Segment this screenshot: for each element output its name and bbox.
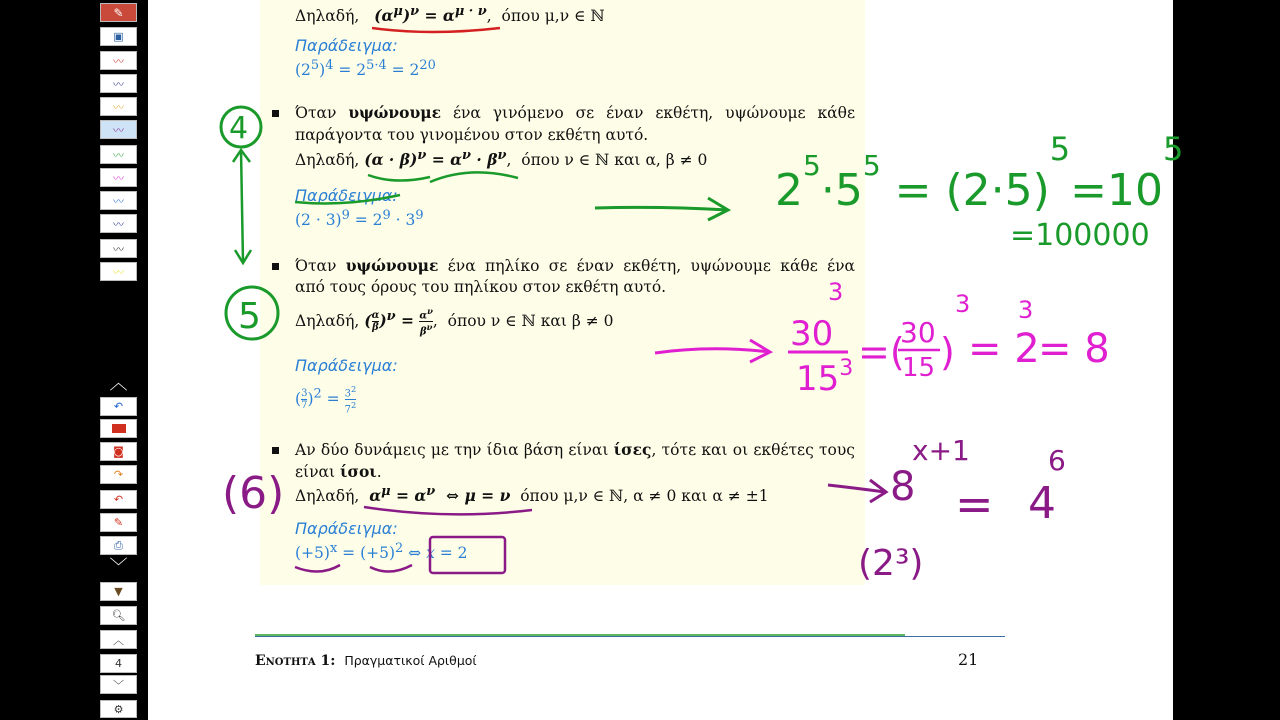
magenta-exp: 3	[828, 278, 844, 306]
green-result: =100000	[1010, 218, 1150, 253]
save-icon[interactable]: ▣	[100, 27, 137, 46]
top-definition: Δηλαδή, $(\alpha^\mu)^\nu = \alpha^{\mu \cdot \nu}$, όπου μ,ν ∈ ℕ	[295, 4, 605, 26]
purple-underline	[295, 565, 340, 572]
green-equation: $2^5\cdot 5^5 = (2\cdot 5)^5=10^5$	[775, 130, 1184, 216]
page-down-icon[interactable]: ﹀	[100, 675, 137, 694]
rule4-line3: Δηλαδή, $(\alpha \cdot \beta)^\nu = \alpha^\nu \cdot \beta^\nu$, όπου ν ∈ ℕ και α, β ≠ 0	[295, 148, 708, 170]
zoom-icon[interactable]: 🔍︎	[100, 606, 137, 625]
purple-base-4: 4	[1028, 478, 1056, 529]
purple-box	[430, 537, 505, 573]
green-underline	[368, 175, 430, 181]
purple-exp: 6	[1048, 444, 1066, 477]
magenta-arrow	[655, 349, 770, 353]
page-up-icon[interactable]: ︿	[100, 630, 137, 649]
pen-red-icon[interactable]: 〰	[100, 51, 137, 70]
rule6-line1: Αν δύο δυνάμεις με την ίδια βάση είναι ίσες, τότε και οι εκθέτες τους	[295, 440, 855, 459]
magenta-frac-num: 30	[900, 316, 936, 349]
footer-section: Ενοτητα 1: Πραγματικοί Αριθμοί	[255, 653, 477, 669]
pen-magenta-icon[interactable]: 〰	[100, 168, 137, 187]
red-underline	[372, 28, 500, 32]
highlighter-yellow-icon[interactable]: 〰	[100, 262, 137, 281]
rule4-line2: παράγοντα του γινομένου στον εκθέτη αυτό.	[295, 126, 649, 144]
pen-green-icon[interactable]: 〰	[100, 145, 137, 164]
purple-exp: x+1	[912, 434, 970, 467]
rule5-line3: Δηλαδή, ( α β)$^\nu$ = $\alpha^\nu$ $\beta^\nu$, όπου ν ∈ ℕ και β ≠ 0	[295, 306, 614, 338]
magenta-equation: =(	[858, 330, 905, 374]
print-icon[interactable]: ⎙	[100, 536, 137, 555]
pen-orange-icon[interactable]: 〰	[100, 97, 137, 116]
double-arrow	[241, 150, 243, 262]
chevron-up-icon[interactable]: ︿	[109, 373, 128, 394]
dropdown-icon[interactable]: ▼	[100, 582, 137, 601]
purple-underline	[364, 507, 532, 514]
example-label: Παράδειγμα:	[295, 36, 398, 55]
redo-icon[interactable]: ↷	[100, 465, 137, 484]
magenta-result: = 8	[1038, 326, 1110, 372]
settings-gear-icon[interactable]: ⚙	[100, 700, 137, 718]
magenta-paren: )	[940, 330, 955, 374]
pen-logo-icon[interactable]: ✎	[100, 3, 137, 22]
example-label: Παράδειγμα:	[295, 519, 398, 538]
purple-base-8: 8	[890, 464, 916, 510]
pen-navy-icon[interactable]: 〰	[100, 214, 137, 233]
magenta-exp: 3	[1018, 296, 1034, 324]
handwritten-6: (6)	[222, 468, 285, 519]
example-label: Παράδειγμα:	[295, 186, 398, 205]
page-number-field[interactable]: 4	[100, 654, 137, 673]
page-number: 21	[958, 650, 979, 669]
top-example: $(2^5)^4 = 2^{5\cdot 4} = 2^{20}$	[295, 58, 436, 80]
purple-sub: (2³)	[858, 543, 924, 584]
camera-icon[interactable]: ◙	[100, 442, 137, 461]
pen-blue-icon[interactable]: 〰	[100, 191, 137, 210]
rule6-line2: είναι ίσοι.	[295, 462, 382, 481]
green-underline	[295, 195, 400, 203]
green-underline	[430, 172, 518, 182]
purple-underline	[370, 565, 412, 572]
rule5-line2: από τους όρους του πηλίκου στον εκθέτη αυτό.	[295, 278, 667, 296]
green-arrow	[595, 207, 728, 210]
purple-equals: =	[955, 477, 994, 531]
handwritten-4: 4	[229, 111, 249, 146]
pen-darkblue-icon[interactable]: 〰	[100, 74, 137, 93]
rule4-example: $(2 \cdot 3)^9 = 2^9 \cdot 3^9$	[295, 208, 424, 230]
rule5-line1: Όταν υψώνουμε ένα πηλίκο σε έναν εκθέτη, υψώνουμε κάθε ένα	[295, 256, 856, 275]
magenta-exp: 3	[955, 290, 971, 318]
rule6-example: $(+5)^x = (+5)^2$ ⇔ x = 2	[295, 541, 468, 563]
undo-icon[interactable]: ↶	[100, 397, 137, 416]
magenta-denominator: $15^3$	[796, 356, 854, 399]
rule4-line1: Όταν υψώνουμε ένα γινόμενο σε έναν εκθέτη, υψώνουμε κάθε	[295, 103, 855, 122]
rule6-line3: Δηλαδή, $\alpha^\mu = \alpha^\nu$ ⇔ μ = ν όπου μ,ν ∈ ℕ, α ≠ 0 και α ≠ ±1	[295, 484, 769, 506]
clear-icon[interactable]: ↶	[100, 490, 137, 509]
handwritten-5: 5	[238, 296, 261, 337]
pen-purple-icon[interactable]: 〰	[100, 120, 137, 139]
example-label: Παράδειγμα:	[295, 356, 398, 375]
magenta-numerator: 30	[790, 314, 834, 354]
chevron-down-icon[interactable]: ﹀	[109, 557, 128, 578]
pen-black-icon[interactable]: 〰	[100, 239, 137, 258]
rule5-example: ( 3 7)$^2$ = $3^2$ $7^2$	[295, 384, 357, 416]
eraser-icon[interactable]: ✎	[100, 513, 137, 532]
magenta-frac-den: 15	[902, 353, 936, 383]
magenta-result: = 2	[968, 326, 1040, 372]
